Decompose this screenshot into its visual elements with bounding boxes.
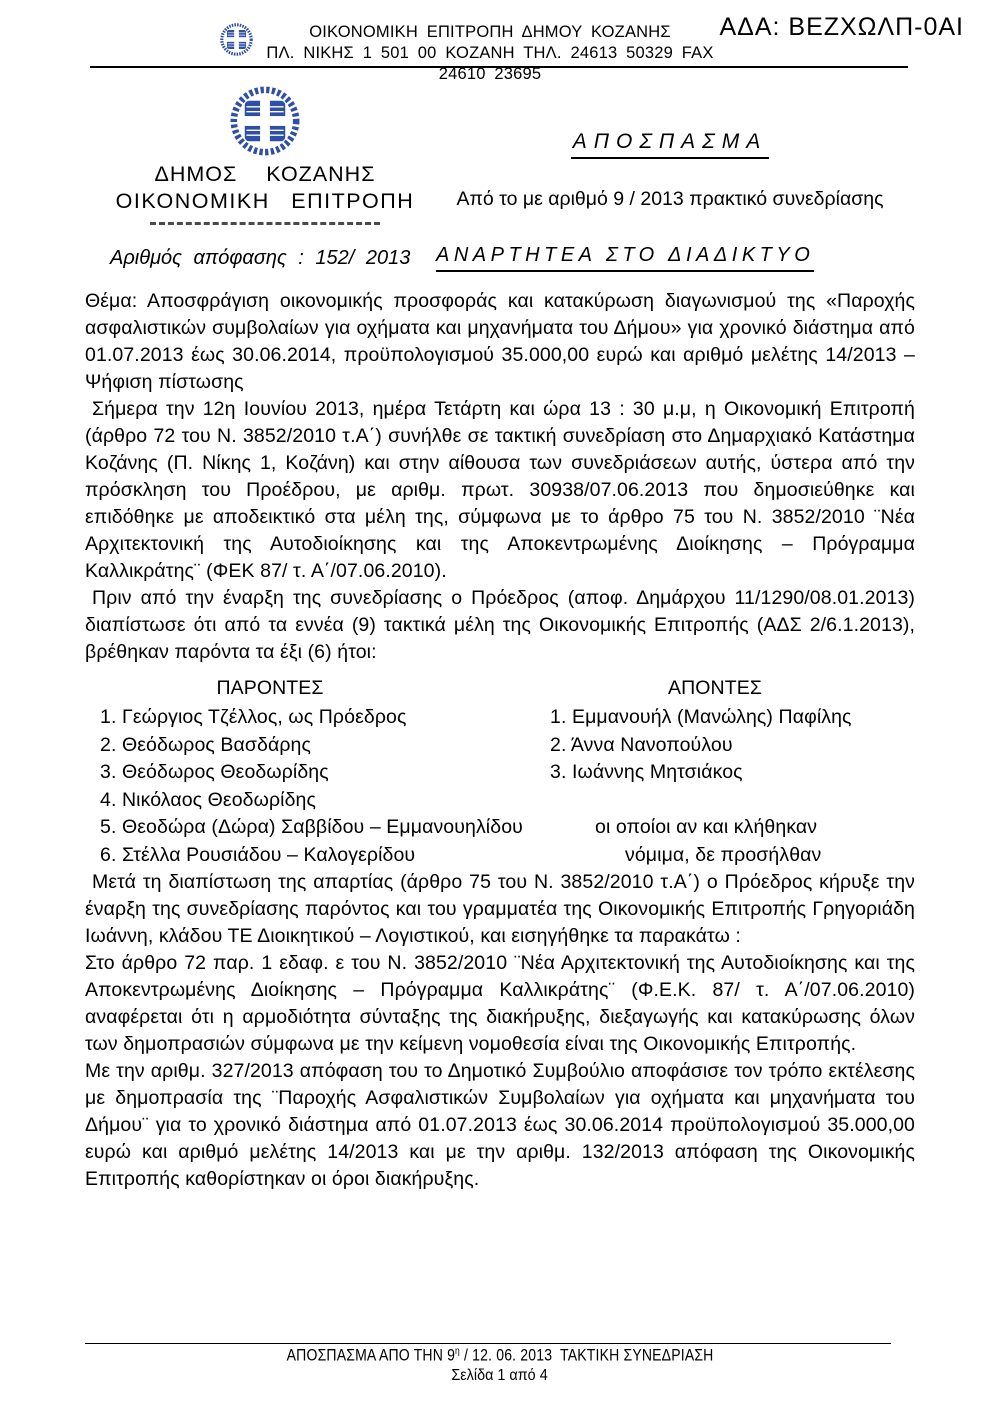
greek-emblem-icon	[230, 86, 300, 156]
absent-member: 3. Ιωάννης Μητσιάκος	[550, 761, 743, 783]
footer-rule	[85, 1343, 891, 1344]
ada-code: ΑΔΑ: ΒΕΖΧΩΛΠ-0ΑΙ	[719, 13, 964, 41]
municipality-name: ΔΗΜΟΣ ΚΟΖΑΝΗΣ	[154, 162, 376, 186]
attendance-headings	[85, 675, 915, 702]
attendance-lists	[85, 704, 915, 869]
internet-posting-note: ΑΝΑΡΤΗΤΕΑ ΣΤΟ ΔΙΑΔΙΚΤΥΟ	[436, 244, 814, 272]
footer-session-prefix: ΑΠΟΣΠΑΣΜΑ ΑΠΟ ΤΗΝ 9	[286, 1346, 455, 1365]
present-member: 4. Νικόλαος Θεοδωρίδης	[100, 788, 316, 811]
footer-session-ordinal: η	[454, 1346, 460, 1357]
present-member: 2. Θεόδωρος Βασδάρης	[100, 733, 311, 756]
letterhead	[255, 22, 725, 85]
absent-note: νόμιμα, δε προσήλθαν	[625, 843, 822, 866]
absent-spacer	[550, 787, 915, 815]
subject-paragraph: Θέμα: Αποσφράγιση οικονομικής προσφοράς και κατακύρωση διαγωνισμού της «Παροχής ασφαλιστικών συμβολαίων για οχήματα και μηχανήματα του Δήμου» για χρονικό διάστημα από 01.07.2013 έως 30.06.2014, προϋπολογισμού 35.000,00 ευρώ και αριθμό μελέτης 14/2013 – Ψήφιση πίστωσης	[85, 290, 915, 393]
letterhead-committee-line: ΟΙΚΟΝΟΜΙΚΗ ΕΠΙΤΡΟΠΗ ΔΗΜΟΥ ΚΟΖΑΝΗΣ	[309, 23, 671, 41]
body-paragraph-1: Σήμερα την 12η Ιουνίου 2013, ημέρα Τετάρτη και ώρα 13 : 30 μ.μ, η Οικονομική Επιτροπή (άρθρο 72 του Ν. 3852/2010 τ.Α΄) συνήλθε σε τακτική συνεδρίαση στο Δημαρχιακό Κατάστημα Κοζάνης (Π. Νίκης 1, Κοζάνη) και στην αίθουσα των συνεδριάσεων αυτής, ύστερα από την πρόσκληση του Προέδρου, με αριθμ. πρωτ. 30938/07.06.2013 που δημοσιεύθηκε και επιδόθηκε με αποδεικτικό στα μέλη της, σύμφωνα με το άρθρο 75 του Ν. 3852/2010 ¨Νέα Αρχιτεκτονική της Αυτοδιοίκησης και της Αποκεντρωμένης Διοίκησης – Πρόγραμμα Καλλικράτης¨ (ΦΕΚ 87/ τ. Α΄/07.06.2010).	[85, 398, 915, 582]
absent-heading: ΑΠΟΝΤΕΣ	[667, 677, 762, 699]
present-member: 3. Θεόδωρος Θεοδωρίδης	[100, 761, 329, 783]
apospasma-title: ΑΠΟΣΠΑΣΜΑ	[571, 130, 769, 159]
body-paragraph-3: Μετά τη διαπίστωση της απαρτίας (άρθρο 75 του Ν. 3852/2010 τ.Α΄) ο Πρόεδρος κήρυξε την έναρξη της συνεδρίασης παρόντος και του γραμματέα της Οικονομικής Επιτροπής Γρηγοριάδη Ιωάννη, κλάδου ΤΕ Διοικητικού – Λογιστικού, και εισηγήθηκε τα παρακάτω :	[85, 871, 915, 947]
apospasma-title-wrap	[440, 130, 900, 159]
absent-list	[550, 704, 915, 869]
committee-name: ΟΙΚΟΝΟΜΙΚΗ ΕΠΙΤΡΟΠΗ	[115, 189, 415, 213]
present-member: 5. Θεοδώρα (Δώρα) Σαββίδου – Εμμανουηλίδου	[100, 816, 523, 838]
footer-session-line	[0, 1346, 1000, 1366]
absent-member: 2. Άννα Νανοπούλου	[550, 733, 733, 756]
greek-emblem-icon-small	[220, 23, 253, 56]
letterhead-address-line: ΠΛ. ΝΙΚΗΣ 1 501 00 ΚΟΖΑΝΗ ΤΗΛ. 24613 50329 FAX 24610 23695	[266, 44, 714, 83]
header-rule	[90, 66, 908, 68]
dashed-divider	[150, 222, 380, 225]
apospasma-subtitle: Από το με αριθμό 9 / 2013 πρακτικό συνεδρίασης	[456, 188, 884, 210]
absent-member: 1. Εμμανουήλ (Μανώλης) Παφίλης	[550, 706, 852, 728]
footer-session-suffix: / 12. 06. 2013 ΤΑΚΤΙΚΗ ΣΥΝΕΔΡΙΑΣΗ	[459, 1346, 714, 1365]
decision-number: Αριθμός απόφασης : 152/ 2013	[110, 247, 411, 269]
footer-page-number: Σελίδα 1 από 4	[451, 1367, 549, 1384]
document-body	[85, 288, 915, 1193]
body-paragraph-4: Στο άρθρο 72 παρ. 1 εδαφ. ε του Ν. 3852/2010 ¨Νέα Αρχιτεκτονική της Αυτοδιοίκησης και της Αποκεντρωμένης Διοίκησης – Πρόγραμμα Καλλικράτης¨ (Φ.Ε.Κ. 87/ τ. Α΄/07.06.2010) αναφέρεται ότι η αρμοδιότητα σύνταξης της διακήρυξης, διεξαγωγής και κατακύρωσης όλων των δημοπρασιών σύμφωνα με την κείμενη νομοθεσία είναι της Οικονομικής Επιτροπής.	[85, 952, 915, 1055]
present-list	[85, 704, 550, 869]
present-member: 6. Στέλλα Ρουσιάδου – Καλογερίδου	[100, 843, 416, 866]
body-paragraph-2: Πριν από την έναρξη της συνεδρίασης ο Πρόεδρος (αποφ. Δημάρχου 11/1290/08.01.2013) διαπίστωσε ότι από τα εννέα (9) τακτικά μέλη της Οικονομικής Επιτροπής (ΑΔΣ 2/6.1.2013), βρέθηκαν παρόντα τα έξι (6) ήτοι:	[85, 587, 915, 663]
body-paragraph-5: Με την αριθμ. 327/2013 απόφαση του το Δημοτικό Συμβούλιο αποφάσισε τον τρόπο εκτέλεσης με δημοπρασία της ¨Παροχής Ασφαλιστικών Συμβολαίων για οχήματα και μηχανήματα του Δήμου¨ για το χρονικό διάστημα από 01.07.2013 έως 30.06.2014 προϋπολογισμού 35.000,00 ευρώ και αριθμό μελέτης 14/2013 και με την αριθμ. 132/2013 απόφαση της Οικονομικής Επιτροπής καθορίστηκαν οι όροι διακήρυξης.	[85, 1060, 915, 1190]
org-block	[115, 86, 415, 225]
absent-note: οι οποίοι αν και κλήθηκαν	[595, 816, 818, 838]
present-member: 1. Γεώργιος Τζέλλος, ως Πρόεδρος	[100, 706, 407, 728]
present-heading: ΠΑΡΟΝΤΕΣ	[216, 677, 324, 699]
